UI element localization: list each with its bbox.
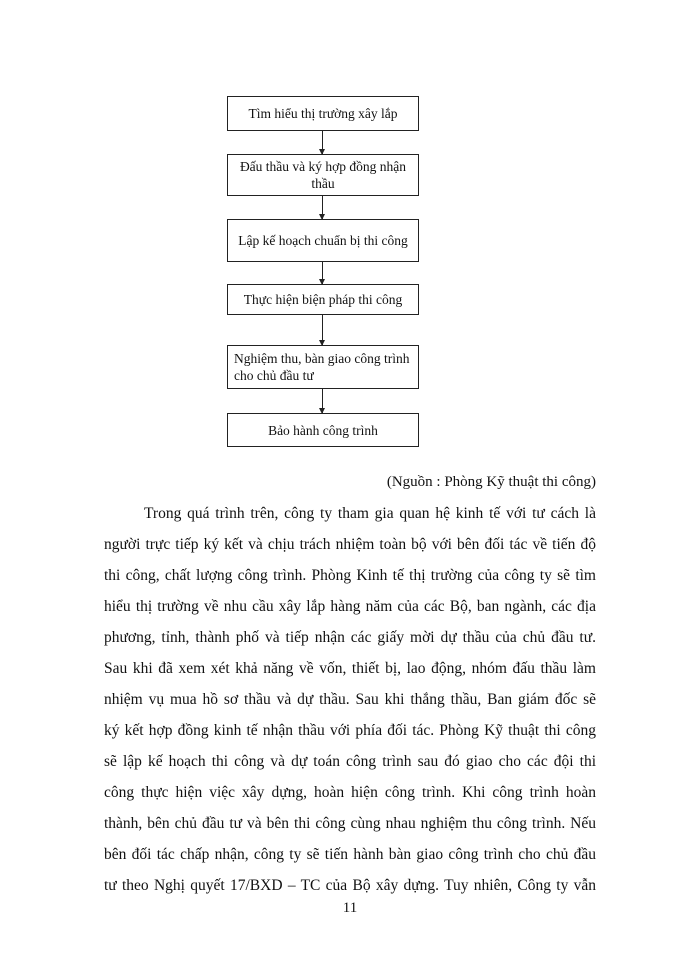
process-flowchart bbox=[0, 0, 700, 460]
paragraph-line: ký kết hợp đồng kinh tế nhận thầu với phía đối tác. Phòng Kỹ thuật thi công bbox=[104, 722, 596, 739]
flow-step-label: Lập kế hoạch chuẩn bị thi công bbox=[238, 233, 408, 248]
paragraph-line: nhiệm vụ mua hồ sơ thầu và dự thầu. Sau khi thắng thầu, Ban giám đốc sẽ bbox=[104, 691, 596, 708]
flow-step-label: Nghiệm thu, bàn giao công trình cho chủ đầu tư bbox=[234, 351, 410, 383]
flow-step-warranty bbox=[227, 413, 419, 447]
flow-step-acceptance-handover bbox=[227, 345, 419, 389]
page-number: 11 bbox=[342, 900, 358, 916]
flow-arrow bbox=[322, 389, 323, 413]
paragraph-line: Trong quá trình trên, công ty tham gia quan hệ kinh tế với tư cách là bbox=[144, 505, 596, 522]
flow-step-execution bbox=[227, 284, 419, 315]
flow-arrow bbox=[322, 315, 323, 345]
flow-step-market-research bbox=[227, 96, 419, 131]
flow-step-label: Thực hiện biện pháp thi công bbox=[243, 292, 403, 307]
flow-step-label: Đấu thầu và ký hợp đồng nhận thầu bbox=[239, 159, 407, 191]
flow-step-label: Tìm hiểu thị trường xây lắp bbox=[248, 106, 398, 121]
paragraph-line: sẽ lập kế hoạch thi công và dự toán công trình sau đó giao cho các đội thi bbox=[104, 753, 596, 770]
flow-step-label: Bảo hành công trình bbox=[268, 422, 378, 438]
flow-step-bidding-contract bbox=[227, 154, 419, 196]
paragraph-line: người trực tiếp ký kết và chịu trách nhiệm toàn bộ với bên đối tác về tiến độ bbox=[104, 536, 596, 553]
paragraph-line: thành, bên chủ đầu tư và bên thi công cùng nhau nghiệm thu công trình. Nếu bbox=[104, 815, 596, 832]
paragraph-line: hiểu thị trường về nhu cầu xây lắp hàng năm của các Bộ, ban ngành, các địa bbox=[104, 598, 596, 615]
paragraph-line: phương, tỉnh, thành phố và tiếp nhận các giấy mời dự thầu của chủ đầu tư. bbox=[104, 629, 596, 646]
paragraph-line: tư theo Nghị quyết 17/BXD – TC của Bộ xây dựng. Tuy nhiên, Công ty vẫn bbox=[104, 877, 596, 894]
source-note: (Nguồn : Phòng Kỹ thuật thi công) bbox=[386, 474, 596, 490]
flow-arrow bbox=[322, 196, 323, 219]
flow-step-construction-planning bbox=[227, 219, 419, 262]
flow-arrow bbox=[322, 131, 323, 154]
paragraph-line: thi công, chất lượng công trình. Phòng Kinh tế thị trường của công ty sẽ tìm bbox=[104, 567, 596, 584]
body-paragraph bbox=[104, 498, 596, 901]
paragraph-line: Sau khi đã xem xét khả năng về vốn, thiết bị, lao động, nhóm đấu thầu làm bbox=[104, 660, 596, 677]
paragraph-line: bên đối tác chấp nhận, công ty sẽ tiến hành bàn giao công trình cho chủ đầu bbox=[104, 846, 596, 863]
flow-arrow bbox=[322, 262, 323, 284]
paragraph-line: công thực hiện việc xây dựng, hoàn hiện công trình. Khi công trình hoàn bbox=[104, 784, 596, 801]
